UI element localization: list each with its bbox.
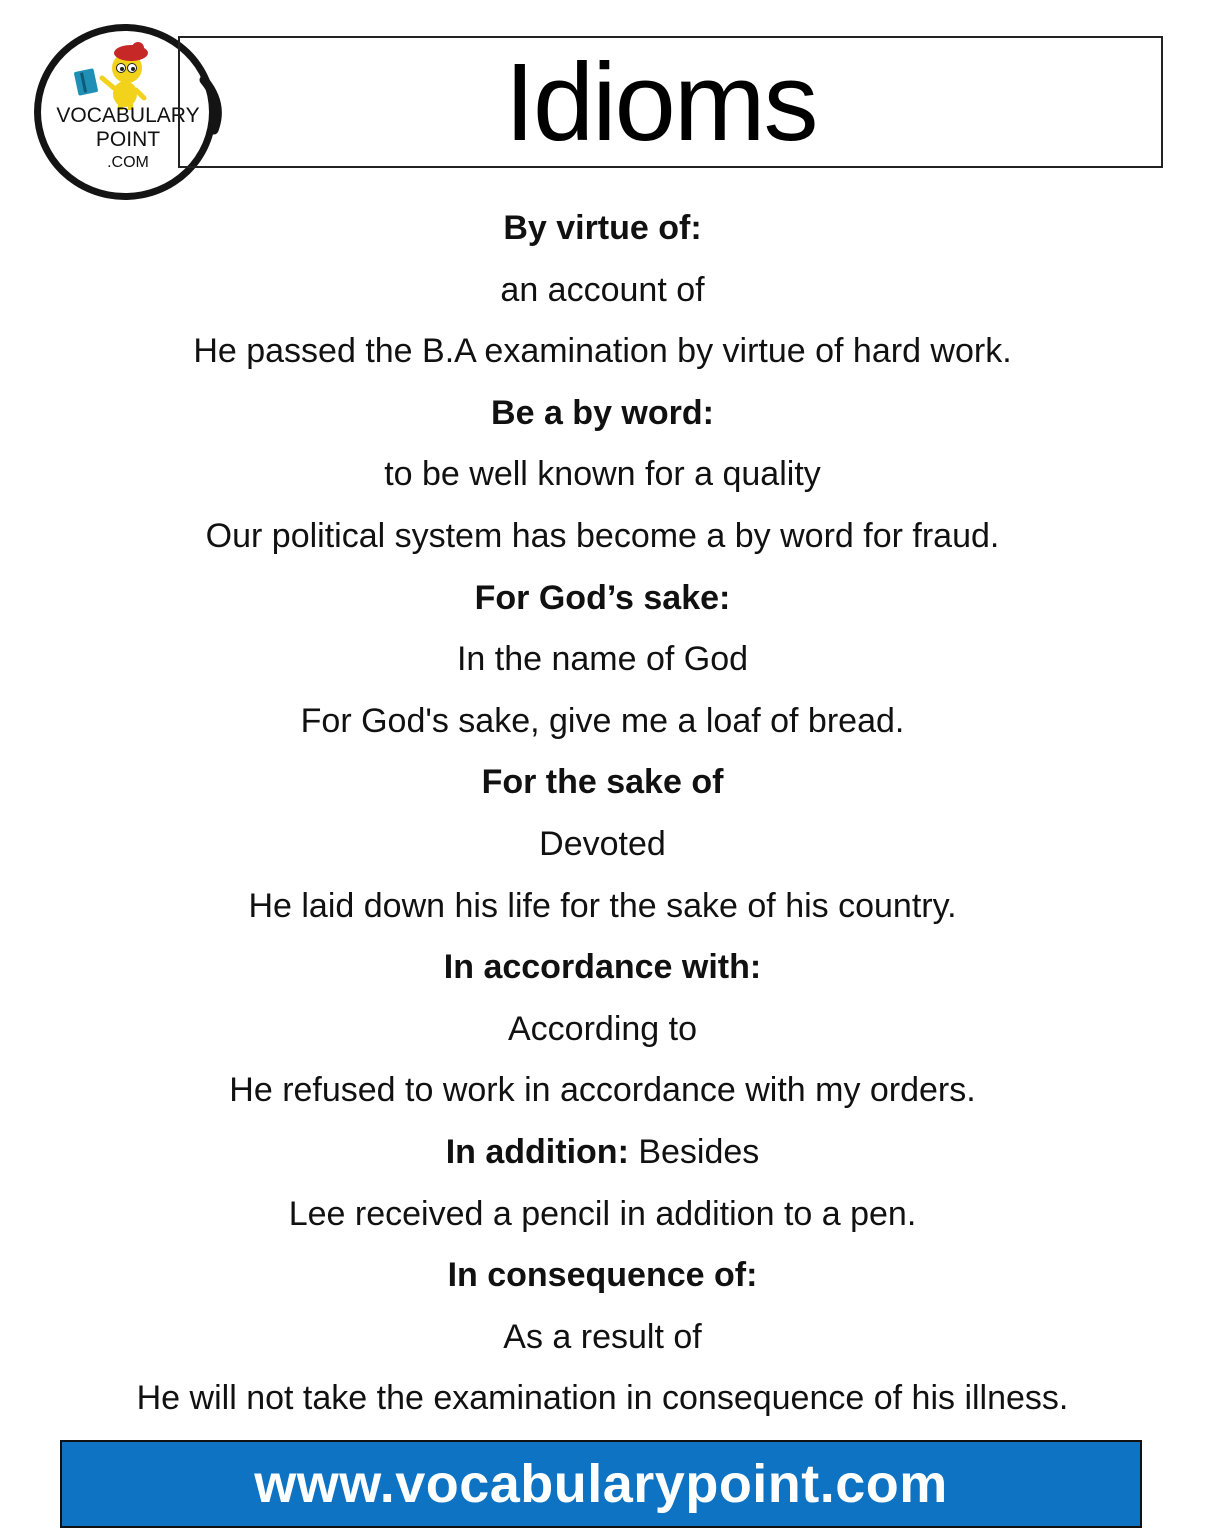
idiom-entry [0,198,1205,383]
idiom-entry [0,752,1205,937]
idiom-meaning: As a result of [503,1317,702,1356]
idiom-meaning: an account of [500,270,705,309]
footer-banner [60,1440,1142,1528]
logo-text-com: .COM [107,154,149,171]
idiom-term: By virtue of: [503,209,702,247]
idiom-term-with-meaning [0,1122,1205,1184]
idiom-term: In accordance with: [443,948,762,987]
idiom-term: For the sake of [481,763,724,802]
logo-text-vocabulary: VOCABULARY [56,104,200,127]
idiom-entry [0,383,1205,568]
idiom-example: He passed the B.A examination by virtue of hard work. [193,332,1012,371]
idiom-meaning: According to [508,1009,697,1048]
idiom-example: For God's sake, give me a loaf of bread. [300,701,905,740]
idiom-entry [0,1245,1205,1430]
idiom-list [0,198,1205,1430]
idiom-term: Be a by word: [491,393,714,432]
idiom-term: In addition: [445,1132,629,1171]
idiom-term: For God’s sake: [474,578,731,617]
logo-text-point: POINT [95,128,161,151]
idiom-meaning: to be well known for a quality [384,455,821,494]
idiom-entry [0,937,1205,1122]
page-title: Idioms [504,40,817,164]
idiom-entry [0,1122,1205,1245]
idiom-example: Our political system has become a by word for fraud. [205,516,1000,555]
website-url[interactable]: www.vocabularypoint.com [254,1454,948,1514]
idiom-meaning: Besides [628,1132,760,1171]
idiom-example: He will not take the examination in consequence of his illness. [136,1379,1069,1418]
idiom-meaning: Devoted [539,824,666,863]
idiom-example: He refused to work in accordance with my orders. [229,1071,976,1110]
title-box [178,36,1163,168]
idiom-meaning: In the name of God [456,640,749,679]
idiom-example: Lee received a pencil in addition to a pen. [288,1194,917,1233]
idiom-entry [0,568,1205,753]
idiom-term: In consequence of: [447,1256,758,1295]
idiom-example: He laid down his life for the sake of his country. [248,886,957,925]
